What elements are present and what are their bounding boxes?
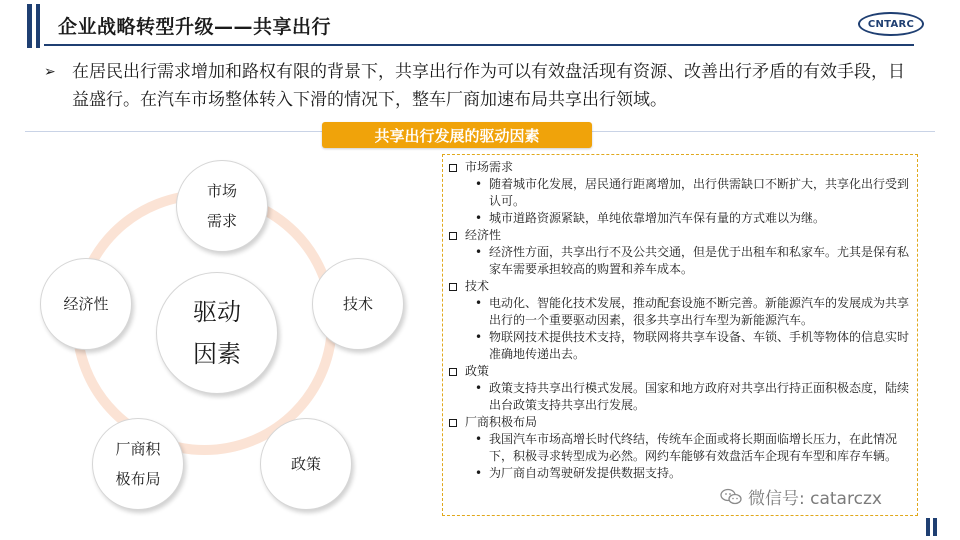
center-line1: 驱动 xyxy=(193,298,241,326)
node-market-line1: 市场 xyxy=(206,182,237,200)
bullet-dot-icon: • xyxy=(475,245,483,259)
catarc-logo xyxy=(858,12,924,36)
bullet-dot-icon: • xyxy=(475,211,483,225)
drivers-panel xyxy=(442,154,918,516)
bullet-dot-icon: • xyxy=(475,330,483,344)
node-oem-line1: 厂商积 xyxy=(115,440,161,458)
header-accent-bar-1 xyxy=(27,4,32,48)
section-market xyxy=(449,159,909,227)
wechat-watermark xyxy=(720,484,882,509)
bullet-text: 城市道路资源紧缺，单纯依靠增加汽车保有量的方式难以为继。 xyxy=(489,211,826,225)
node-market-line2: 需求 xyxy=(206,212,237,230)
header-accent-bar-2 xyxy=(36,4,40,48)
bullet-text: 物联网技术提供技术支持，物联网将共享车设备、车锁、手机等物体的信息实时准确地传递出去。 xyxy=(489,330,910,361)
bullet-dot-icon: • xyxy=(475,296,483,310)
bullet-dot-icon: • xyxy=(475,466,483,480)
footer-accent-bar-2 xyxy=(933,518,937,536)
section-technology xyxy=(449,278,909,363)
intro-text: 在居民出行需求增加和路权有限的背景下，共享出行作为可以有效盘活现有资源、改善出行矛盾的有效手段，日益盛行。在汽车市场整体转入下滑的情况下，整车厂商加速布局共享出行领域。 xyxy=(72,62,905,110)
section-heading: 市场需求 xyxy=(465,160,514,174)
node-oem-line2: 极布局 xyxy=(115,470,161,488)
square-bullet-icon xyxy=(449,164,457,172)
bullet-text: 我国汽车市场高增长时代终结，传统车企面或将长期面临增长压力，在此情况下，积极寻求转型成为必然。网约车能够有效盘活车企现有车型和库存车辆。 xyxy=(489,432,898,463)
square-bullet-icon xyxy=(449,368,457,376)
node-policy-line1: 政策 xyxy=(290,455,321,473)
bullet-text: 随着城市化发展，居民通行距离增加，出行供需缺口不断扩大，共享化出行受到认可。 xyxy=(489,177,910,208)
node-oem-layout xyxy=(92,418,184,510)
section-banner: 共享出行发展的驱动因素 xyxy=(322,122,592,148)
section-economy xyxy=(449,227,909,278)
title-underline xyxy=(44,44,914,46)
section-heading: 经济性 xyxy=(465,228,502,242)
logo-text: CNTARC xyxy=(867,18,915,30)
arrow-bullet-icon: ➢ xyxy=(44,64,56,80)
node-center-driving-factors xyxy=(156,272,278,394)
bullet-dot-icon: • xyxy=(475,177,483,191)
section-heading: 政策 xyxy=(465,364,490,378)
page-title: 企业战略转型升级——共享出行 xyxy=(58,16,332,38)
bullet-dot-icon: • xyxy=(475,432,483,446)
node-market-demand xyxy=(176,160,268,252)
node-policy xyxy=(260,418,352,510)
node-economy xyxy=(40,258,132,350)
intro-paragraph xyxy=(44,58,914,114)
bullet-text: 政策支持共享出行模式发展。国家和地方政府对共享出行持正面积极态度，陆续出台政策支持共享出行发展。 xyxy=(489,381,910,412)
center-line2: 因素 xyxy=(193,340,241,368)
bullet-text: 为厂商自动驾驶研发提供数据支持。 xyxy=(489,466,682,480)
node-tech-line1: 技术 xyxy=(342,295,373,313)
node-technology xyxy=(312,258,404,350)
section-heading: 技术 xyxy=(465,279,490,293)
square-bullet-icon xyxy=(449,283,457,291)
section-heading: 厂商积极布局 xyxy=(465,415,538,429)
section-oem xyxy=(449,414,909,482)
node-economy-line1: 经济性 xyxy=(63,295,109,313)
footer-accent-bar-1 xyxy=(926,518,930,536)
bullet-text: 电动化、智能化技术发展，推动配套设施不断完善。新能源汽车的发展成为共享出行的一个重要驱动因素，很多共享出行车型为新能源汽车。 xyxy=(489,296,910,327)
wechat-icon xyxy=(720,488,742,506)
bullet-dot-icon: • xyxy=(475,381,483,395)
bullet-text: 经济性方面，共享出行不及公共交通，但是优于出租车和私家车。尤其是保有私家车需要承担较高的购置和养车成本。 xyxy=(489,245,910,276)
square-bullet-icon xyxy=(449,419,457,427)
watermark-text: 微信号: catarczx xyxy=(748,489,882,509)
section-policy xyxy=(449,363,909,414)
square-bullet-icon xyxy=(449,232,457,240)
